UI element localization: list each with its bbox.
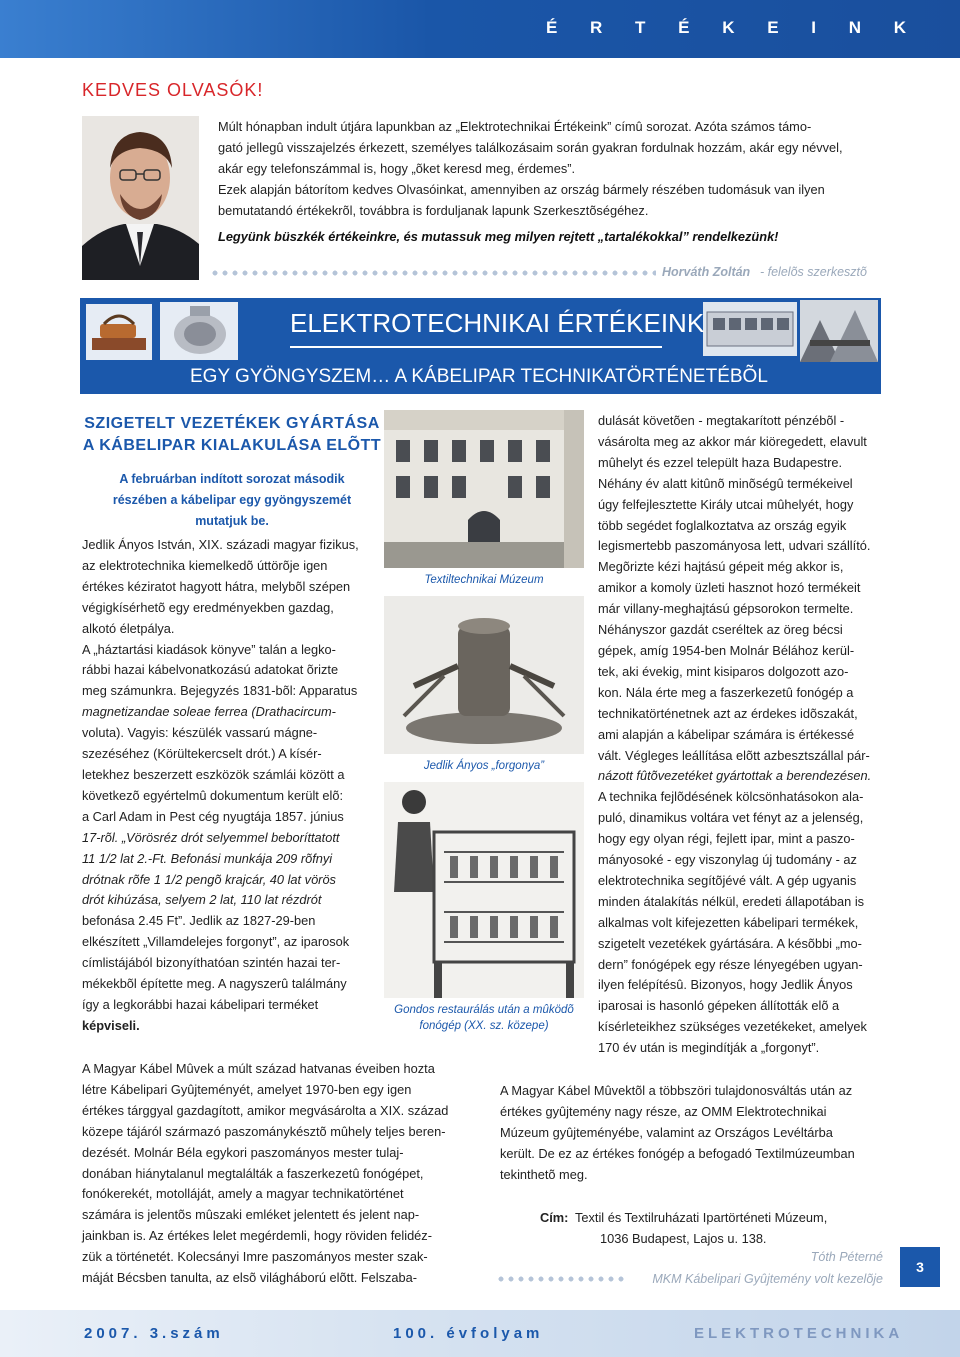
article-lead: mutatjuk be. xyxy=(195,514,269,528)
signature-role: - felelõs szerkesztõ xyxy=(760,265,867,279)
body-line: úgy felfejlesztette Király utcai mûhelyét, hogy xyxy=(598,496,854,512)
body-line: kon. Nála érte meg a faszerkezetû fonógép a xyxy=(598,684,854,700)
caption-museum: Textiltechnikai Múzeum xyxy=(424,574,544,586)
banner-subtitle: EGY GYÖNGYSZEM… A KÁBELIPAR TECHNIKATÖRTÉNETÉBÕL xyxy=(190,366,768,387)
body-line: a Carl Adam in Pest cég nyugtája 1857. június xyxy=(82,808,344,824)
body-line: 11 1/2 lat 2.-Ft. Befonási munkája 209 rõfnyi xyxy=(82,850,333,866)
body-line: technikatörténetnek azt az érdekes idõszakát, xyxy=(598,705,858,721)
body-line: alkalmas volt kifejezetten kábelipari termékek, xyxy=(598,914,859,930)
body-line: értékes gyûjtemény nagy része, az OMM Elektrotechnikai xyxy=(500,1103,827,1119)
body-line: amikor a komoly üzleti hasznot hozó termékeit xyxy=(598,580,861,596)
author-name: Tóth Péterné xyxy=(810,1250,883,1264)
body-line: mékekbõl építette meg. A nagyszerû találmány xyxy=(82,976,347,992)
body-line: már villany-meghajtású gépsorokon termelte. xyxy=(598,601,854,617)
body-line: képviseli. xyxy=(82,1017,140,1033)
footer-issue: 2007. 3.szám xyxy=(84,1325,224,1342)
article-title-line2: A KÁBELIPAR KIALAKULÁSA ELÕTT xyxy=(82,437,382,454)
body-line: drót kihúzása, selyem 2 lat, 110 lat rézdrót xyxy=(82,892,322,908)
body-line: Megõrizte kézi hajtású gépeit még akkor is, xyxy=(598,559,844,575)
body-line: kísérleteikhez szükséges vezetékeket, amelyek xyxy=(598,1019,867,1035)
body-line: hogy egy olyan régi, fejlett ipar, mint a paszo- xyxy=(598,831,855,847)
body-line: iparosai is hasonló gépeken állították elõ a xyxy=(598,998,840,1014)
body-line: jainkban is. Az értékes lelet megérdemli, hogy röviden felidéz- xyxy=(82,1228,432,1244)
body-line: dern” fonógépek egy része lényegében ugyan- xyxy=(598,956,863,972)
body-line: drótnak rõfe 1 1/2 pengõ krajcár, 40 lat vörös xyxy=(82,871,336,887)
body-line: legismertebb paszományosa lett, udvari szállító. xyxy=(598,538,871,554)
body-line: így a legkorábbi hazai kábelipari terméket xyxy=(82,996,319,1012)
body-line: názott fûtõvezetéket gyártottak a berendezésen. xyxy=(598,768,872,784)
footer-magazine: ELEKTROTECHNIKA xyxy=(694,1325,904,1342)
body-line: került. De ez az értékes fonógép a befogadó Textilmúzeumban xyxy=(500,1145,855,1161)
body-line: létre Kábelipari Gyûjteményét, amelyet 1970-ben egy igen xyxy=(82,1081,412,1097)
body-line: 17-rõl. „Vörösréz drót selyemmel beboríttatott xyxy=(82,829,340,845)
banner-title: ELEKTROTECHNIKAI ÉRTÉKEINK xyxy=(290,308,705,338)
body-line: értékes tárggyal gazdagított, amikor megvásárolta a XIX. század xyxy=(82,1102,449,1118)
bottom-right-paragraph xyxy=(500,1081,883,1186)
body-line: befonása 2.45 Ft”. Jedlik az 1827-29-ben xyxy=(82,913,316,929)
caption-machine-line2: fonógép (XX. sz. közepe) xyxy=(419,1020,549,1032)
body-line: értékes kéziratot hagyott hátra, melybõl szépen xyxy=(82,578,351,594)
body-line: több segédet foglalkoztatva az ország egyik xyxy=(598,517,847,533)
body-line: letekhez beszerzett eszközök számlái között a xyxy=(82,766,345,782)
address-line1: Textil és Textilruházati Ipartörténeti Múzeum, xyxy=(575,1210,828,1225)
body-line: mányosoké - egy viszonylag új tudomány - az xyxy=(598,852,857,868)
editor-portrait xyxy=(82,116,199,280)
article-lead: részében a kábelipar egy gyöngyszemét xyxy=(112,493,352,507)
body-line: címlistájából bizonyíthatóan szintén hazai ter- xyxy=(82,955,341,971)
body-line: A „háztartási kiadások könyve” talán a legko- xyxy=(82,641,336,657)
left-column xyxy=(82,535,367,1037)
dotted-divider xyxy=(496,1276,626,1282)
article-title-line1: SZIGETELT VEZETÉKEK GYÁRTÁSA xyxy=(84,415,380,432)
caption-forgony: Jedlik Ányos „forgonya” xyxy=(423,760,545,772)
body-line: zük a történetét. Kolecsányi Imre paszományos mester szak- xyxy=(82,1249,428,1265)
body-line: dezését. Molnár Béla egykori paszományos mester tulaj- xyxy=(82,1144,404,1160)
article-lead: A februárban indított sorozat második xyxy=(119,472,345,486)
body-line: végigkísérhetõ egy eredményekben gazdag, xyxy=(82,599,334,615)
intro-line: gató jellegû visszajelzés érkezett, személyes találkozásaim során gyakran fordulnak hozzám, akár egy névvel, xyxy=(218,140,843,155)
body-line: dulását követõen - megtakarított pénzébõl - xyxy=(598,413,845,428)
body-line: számára is jelentõs mûszaki emléket jelentett és jelent nap- xyxy=(82,1207,420,1223)
body-line: elkészített „Villamdelejes forgonyt”, az iparosok xyxy=(82,934,350,950)
intro-line: akár egy telefonszámmal is, hogy „õket keresd meg, érdemes”. xyxy=(218,161,576,176)
body-line: A Magyar Kábel Mûvektõl a többszöri tulajdonosváltás után az xyxy=(500,1083,853,1098)
body-line: tek, aki évekig, mint kisiparos dolgozott azo- xyxy=(598,663,849,679)
signature-name: Horváth Zoltán xyxy=(662,265,751,279)
body-line: 170 év után is megindítják a „forgonyt”. xyxy=(598,1040,820,1056)
body-line: az elektrotechnika kiemelkedõ úttörõje igen xyxy=(82,557,328,573)
address-label: Cím: xyxy=(540,1210,569,1225)
body-line: következõ egyértelmû dokumentum került elõ: xyxy=(82,787,344,803)
body-line: szezéséhez (Körültekercselt drót.) A kísér- xyxy=(82,746,322,762)
body-line: elektrotechnika segítõjévé vált. A gép ugyanis xyxy=(598,872,857,888)
intro-line: Ezek alapján bátorítom kedves Olvasóinkat, amennyiben az ország bármely részében tudomásuk van ilyen xyxy=(218,182,825,197)
body-line: minden átalakítás nélkül, eredeti állapotában is xyxy=(598,893,865,909)
spinning-machine-photo xyxy=(384,782,584,998)
caption-machine-line1: Gondos restaurálás után a mûködõ xyxy=(394,1004,574,1016)
tram-car-image xyxy=(703,302,797,356)
body-line: fonókerekét, motolláját, amely a magyar technikatörténet xyxy=(82,1186,404,1202)
intro-line: bemutatandó értékekrõl, továbbra is forduljanak lapunk Szerkesztõségéhez. xyxy=(218,203,649,218)
body-line: voluta). Vagyis: készülék vassarú mágne- xyxy=(82,725,318,741)
body-line: Jedlik Ányos István, XIX. századi magyar fizikus, xyxy=(82,537,359,552)
body-line: donában hiánytalanul megtalálták a faszerkezetû fonógépet, xyxy=(82,1165,424,1181)
body-line: A Magyar Kábel Mûvek a múlt század hatvanas éveiben hozta xyxy=(82,1061,435,1076)
intro-heading: KEDVES OLVASÓK! xyxy=(82,80,264,100)
body-line: máját Bécsben tanulta, az elsõ világháború elõtt. Felszaba- xyxy=(82,1270,418,1286)
intro-motto: Legyünk büszkék értékeinkre, és mutassuk meg milyen rejtett „tartalékokkal” rendelkezünk! xyxy=(218,229,779,244)
body-line: ilyen felépítésû. Bizonyos, hogy Jedlik Ányos xyxy=(598,977,853,993)
body-line: vált. Végleges leállítása elõtt azbesztszállal pár- xyxy=(598,747,870,763)
right-column xyxy=(598,411,884,1059)
body-line: mûhelyt és ezzel települt haza Budapestre. xyxy=(598,454,842,470)
body-line: alkotó életpálya. xyxy=(82,620,175,636)
banner-rule xyxy=(290,346,662,348)
body-line: közepe tájáról származó paszománykésztõ mûhely teljes beren- xyxy=(82,1123,446,1139)
body-line: A technika fejlõdésének kölcsönhatásokon ala- xyxy=(598,789,864,805)
body-line: vásárolta meg az akkor már kiöregedett, elavult xyxy=(598,433,867,449)
body-line: Néhányszor gazdát cseréltek az öreg bécsi xyxy=(598,622,843,638)
forgony-photo xyxy=(384,596,584,754)
dotted-divider xyxy=(210,270,656,276)
author-role: MKM Kábelipari Gyûjtemény volt kezelõje xyxy=(652,1272,883,1286)
page-number: 3 xyxy=(900,1247,940,1287)
bottom-left-paragraph xyxy=(82,1059,463,1289)
machinery-image xyxy=(800,300,878,362)
body-line: szigetelt vezetékek gyártására. A késõbbi „mo- xyxy=(598,935,862,951)
body-line: gépek, amíg 1954-ben Molnár Bélához kerül- xyxy=(598,642,855,658)
motor-device-image xyxy=(160,302,238,360)
address-line2: 1036 Budapest, Lajos u. 138. xyxy=(600,1231,767,1246)
body-line: ami alapján a kábelipar számára is értékessé xyxy=(598,726,855,742)
intro-line: Múlt hónapban indult útjára lapunkban az „Elektrotechnikai Értékeink” címû sorozat. Azóta számos támo- xyxy=(218,119,812,134)
body-line: puló, dinamikus voltára vet fényt az a jelenség, xyxy=(598,810,864,826)
body-line: meg számunkra. Bejegyzés 1831-bõl: Apparatus xyxy=(82,683,358,699)
museum-building-photo xyxy=(384,410,584,568)
footer-volume: 100. évfolyam xyxy=(393,1325,544,1342)
magnet-device-image xyxy=(86,304,152,360)
body-line: Múzeum gyûjteményébe, valamint az Országos Levéltárba xyxy=(500,1124,833,1140)
body-line: tekinthetõ meg. xyxy=(500,1166,588,1182)
body-line: Néhány év alatt kitûnõ minõségû termékeivel xyxy=(598,475,853,491)
body-line: rábbi hazai kábelvonatkozású adatokat õrizte xyxy=(82,662,339,678)
body-line: magnetizandae soleae ferrea (Drathacircum- xyxy=(82,704,336,720)
section-title: É R T É K E I N K xyxy=(545,18,920,37)
